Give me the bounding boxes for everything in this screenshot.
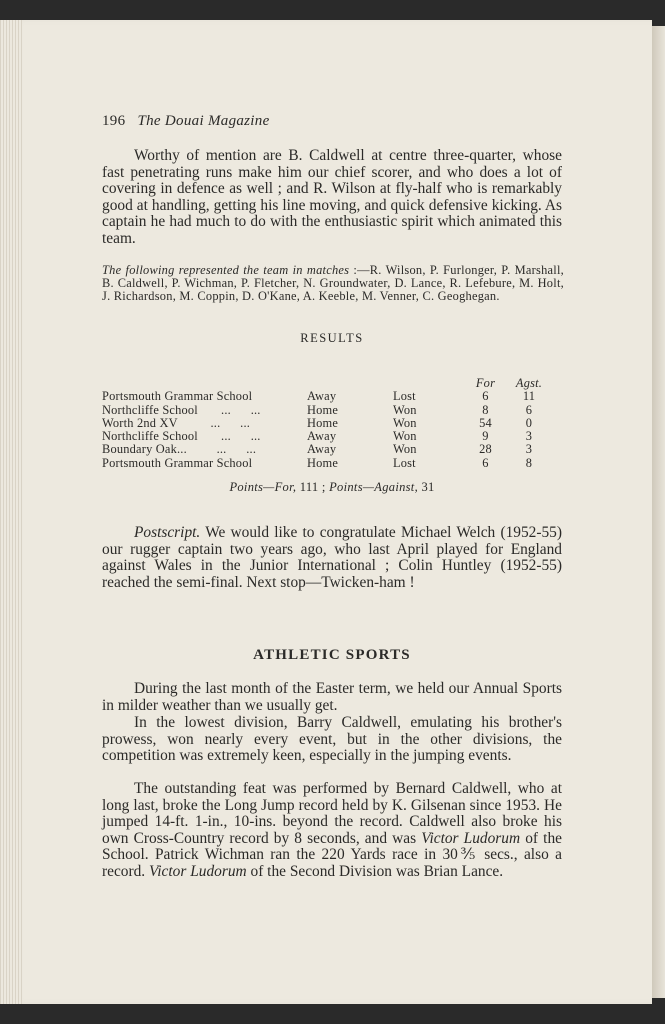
- result-row: [102, 404, 555, 417]
- result-outcome: Won: [393, 429, 417, 444]
- postscript-text: We would like to congratulate Michael Welch (1952-55) our rugger captain two years ago, who last April played for England against Wales in the Junior International ; Colin Huntley (1952-55) reached the semi-final. Next stop—Twicken-ham !: [102, 524, 562, 591]
- results-title: RESULTS: [300, 331, 364, 345]
- team-lead: The following represented the team in matches: [102, 263, 350, 277]
- points-for-value: 111: [299, 480, 319, 494]
- running-header: [102, 113, 270, 130]
- points-against-value: 31: [421, 480, 435, 494]
- result-row: [102, 417, 555, 430]
- athletics-paragraph-1: During the last month of the Easter term, we held our Annual Sports in milder weather than we usually get.: [102, 680, 562, 714]
- result-outcome: Lost: [393, 389, 416, 404]
- victor-ludorum-1: Victor Ludorum: [421, 829, 521, 847]
- result-venue: Away: [307, 442, 337, 457]
- result-outcome: Lost: [393, 455, 416, 470]
- result-for: 8: [482, 402, 489, 417]
- result-for: 54: [479, 415, 492, 430]
- athletics-p3-part-c: of the Second Division was Brian Lance.: [250, 862, 504, 880]
- result-against: 11: [522, 389, 536, 404]
- result-for: 6: [482, 455, 489, 470]
- athletics-paragraph-3: [102, 781, 562, 881]
- points-separator: ;: [321, 480, 326, 494]
- result-against: 3: [525, 429, 533, 444]
- result-against: 8: [525, 455, 533, 470]
- agst-header: Agst.: [515, 376, 543, 390]
- page-gutter: [0, 20, 22, 1004]
- result-school: Northcliffe School ... ...: [102, 402, 261, 417]
- points-summary: [102, 480, 562, 495]
- result-outcome: Won: [393, 415, 417, 430]
- result-for: 28: [479, 442, 492, 457]
- book-page: [0, 20, 652, 1004]
- postscript-label: Postscript.: [134, 524, 201, 541]
- page-number: 196: [102, 113, 126, 129]
- athletics-p3-part-b: of the School. Patrick Wichman ran the 220 Yards race in 30⅗ secs., also a record.: [102, 829, 562, 880]
- points-against-label: Points—Against,: [329, 480, 419, 494]
- page-edge: [652, 26, 665, 998]
- result-row: [102, 430, 555, 443]
- result-for: 6: [482, 389, 489, 404]
- result-school: Northcliffe School ... ...: [102, 429, 261, 444]
- result-school: Portsmouth Grammar School: [102, 455, 253, 470]
- results-table: [102, 377, 555, 470]
- result-venue: Away: [307, 389, 337, 404]
- scan-border: [0, 1004, 665, 1024]
- athletics-p3-part-a: The outstanding feat was performed by Bernard Caldwell, who at long last, broke the Long Jump record held by K. Gilsenan since 1953. He jumped 14-ft. 1-in., 10-ins. beyond the record. Caldwell also broke his own Cross-Country record by 8 seconds, and was: [102, 780, 562, 847]
- rugby-paragraph: Worthy of mention are B. Caldwell at centre three-quarter, whose fast penetrating runs make him our chief scorer, and who does a lot of covering in defence as well ; and R. Wilson at fly-half who is remarkably good at handling, getting his line moving, and quick defensive kicking. As captain he had much to do with the enthusiastic spirit which animated this team.: [102, 147, 562, 247]
- result-against: 6: [525, 402, 533, 417]
- magazine-title: The Douai Magazine: [137, 113, 270, 129]
- team-list: [102, 264, 564, 304]
- result-against: 3: [525, 442, 533, 457]
- team-names: :—R. Wilson, P. Furlonger, P. Marshall, B. Caldwell, P. Wichman, P. Fletcher, N. Groundwater, D. Lance, R. Lefebure, M. Holt, J. Richardson, M. Coppin, D. O'Kane, A. Keeble, M. Venner, C. Geoghegan.: [102, 263, 564, 304]
- result-school: Worth 2nd XV ... ...: [102, 415, 251, 430]
- result-venue: Home: [307, 415, 339, 430]
- result-outcome: Won: [393, 402, 417, 417]
- result-row: [102, 390, 555, 403]
- result-row: [102, 443, 555, 456]
- athletics-paragraph-2: In the lowest division, Barry Caldwell, emulating his brother's prowess, won nearly every event, but in the other divisions, the competition was extremely keen, especially in the jumping events.: [102, 714, 562, 765]
- result-school: Boundary Oak... ... ...: [102, 442, 257, 457]
- result-venue: Home: [307, 402, 339, 417]
- result-venue: Away: [307, 429, 337, 444]
- result-against: 0: [525, 415, 533, 430]
- athletic-sports-heading: ATHLETIC SPORTS: [253, 647, 411, 663]
- victor-ludorum-2: Victor Ludorum: [149, 862, 247, 880]
- result-for: 9: [482, 429, 489, 444]
- result-venue: Home: [307, 455, 339, 470]
- results-header-row: [102, 377, 555, 390]
- result-outcome: Won: [393, 442, 417, 457]
- result-school: Portsmouth Grammar School: [102, 389, 253, 404]
- result-row: [102, 457, 555, 470]
- postscript-paragraph: [102, 525, 562, 591]
- for-header: For: [475, 376, 496, 390]
- points-for-label: Points—For,: [229, 480, 297, 494]
